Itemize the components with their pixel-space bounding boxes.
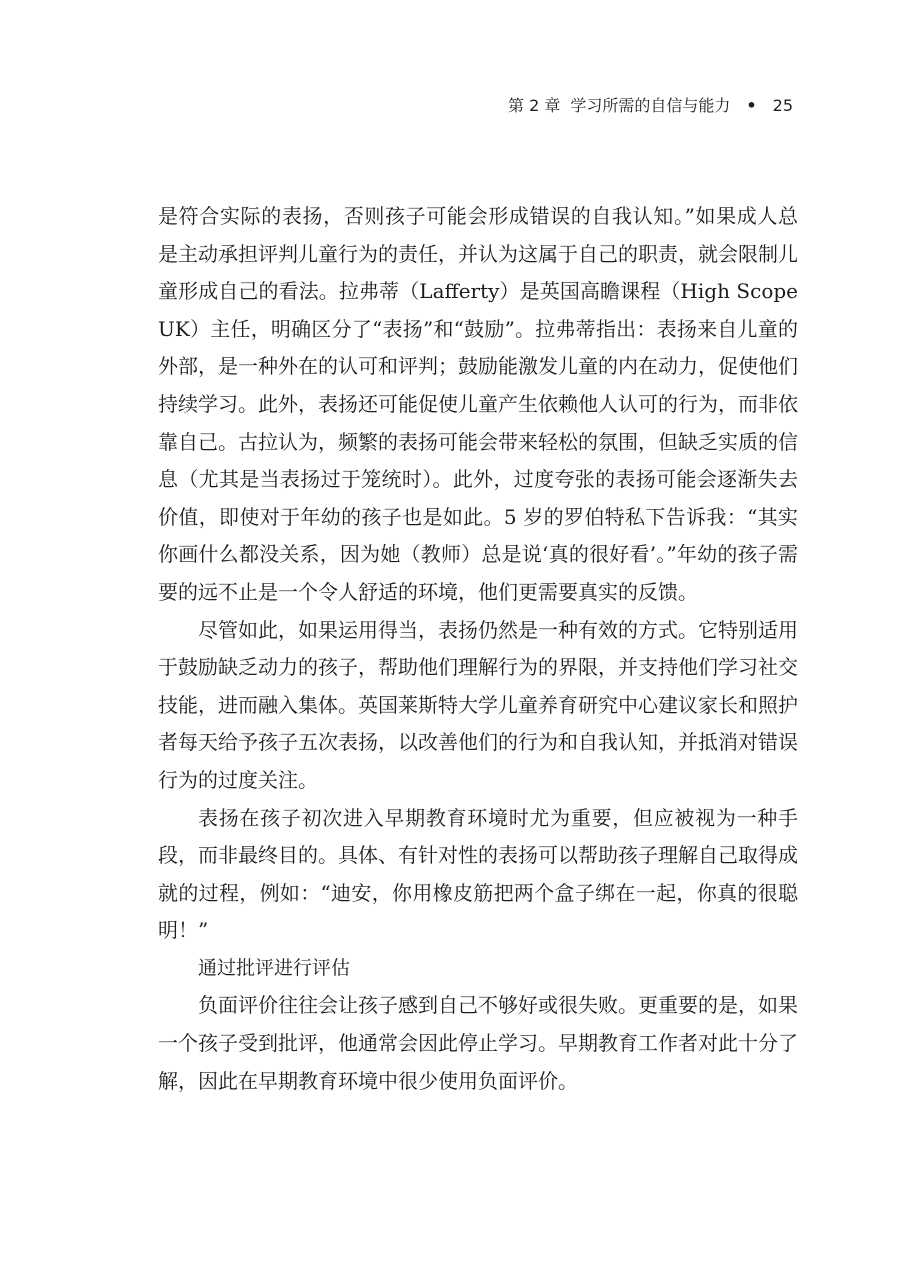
chapter-title: 学习所需的自信与能力 bbox=[570, 96, 731, 115]
paragraph-continued: 是符合实际的表扬，否则孩子可能会形成错误的自我认知。”如果成人总是主动承担评判儿童行为的责任，并认为这属于自己的职责，就会限制儿童形成自己的看法。拉弗蒂（Lafferty）是英国高瞻课程（High Scope UK）主任，明确区分了“表扬”和“鼓励”。拉弗蒂指出：表扬来自儿童的外部，是一种外在的认可和评判；鼓励能激发儿童的内在动力，促使他们持续学习。此外，表扬还可能促使儿童产生依赖他人认可的行为，而非依靠自己。古拉认为，频繁的表扬可能会带来轻松的氛围，但缺乏实质的信息（尤其是当表扬过于笼统时）。此外，过度夸张的表扬可能会逐渐失去价值，即使对于年幼的孩子也是如此。5 岁的罗伯特私下告诉我：“其实你画什么都没关系，因为她（教师）总是说‘真的很好看’。”年幼的孩子需要的远不止是一个令人舒适的环境，他们更需要真实的反馈。 bbox=[158, 204, 798, 604]
body-text bbox=[158, 198, 798, 1100]
paragraph-praise-effective: 尽管如此，如果运用得当，表扬仍然是一种有效的方式。它特别适用于鼓励缺乏动力的孩子，帮助他们理解行为的界限，并支持他们学习社交技能，进而融入集体。英国莱斯特大学儿童养育研究中心建议家长和照护者每天给予孩子五次表扬，以改善他们的行为和自我认知，并抵消对错误行为的过度关注。 bbox=[158, 617, 798, 792]
paragraph-criticism: 负面评价往往会让孩子感到自己不够好或很失败。更重要的是，如果一个孩子受到批评，他通常会因此停止学习。早期教育工作者对此十分了解，因此在早期教育环境中很少使用负面评价。 bbox=[158, 993, 798, 1093]
section-subheading: 通过批评进行评估 bbox=[198, 956, 351, 979]
paragraph-praise-early-years: 表扬在孩子初次进入早期教育环境时尤为重要，但应被视为一种手段，而非最终目的。具体、有针对性的表扬可以帮助孩子理解自己取得成就的过程，例如：“迪安，你用橡皮筋把两个盒子绑在一起，你真的很聪明！” bbox=[158, 805, 798, 943]
running-header bbox=[508, 94, 793, 118]
header-separator: • bbox=[746, 96, 757, 115]
chapter-number: 第 2 章 bbox=[508, 96, 561, 115]
page-number: 25 bbox=[772, 96, 793, 115]
